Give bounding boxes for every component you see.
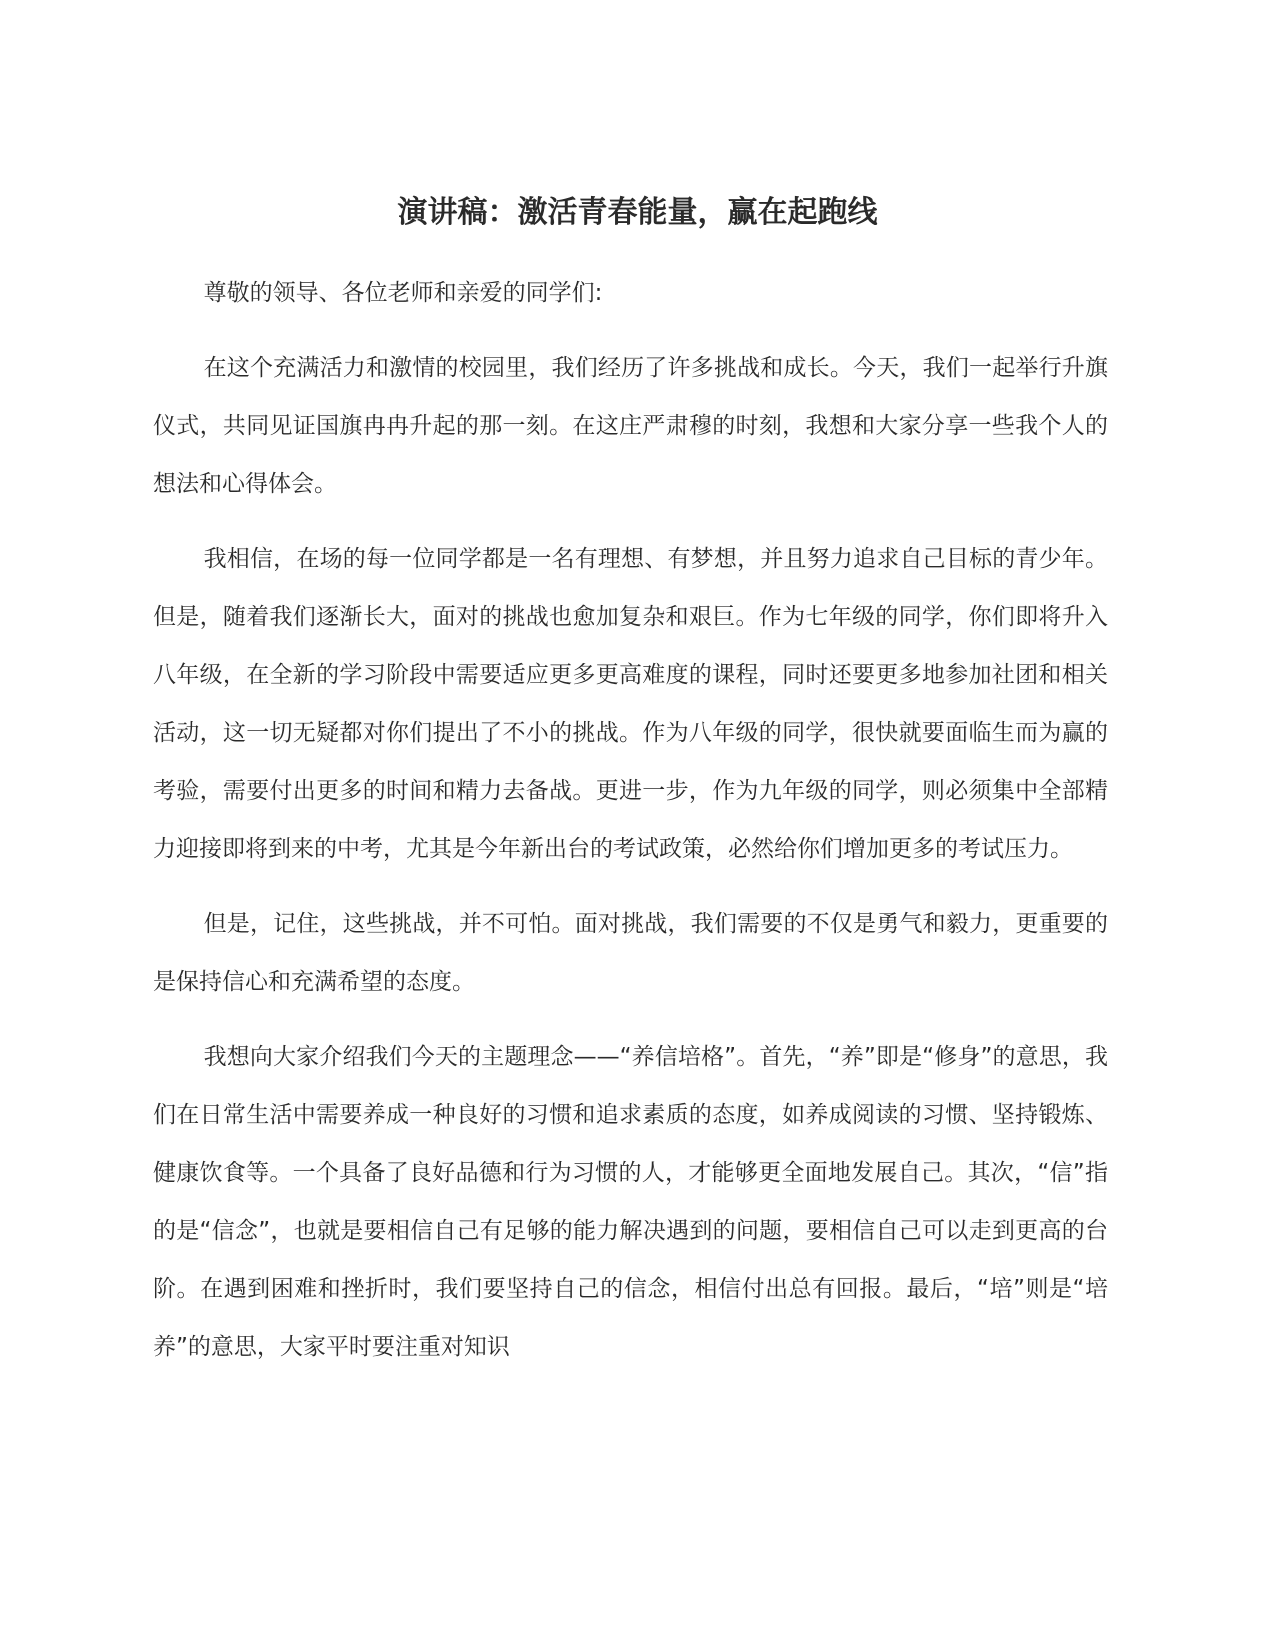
paragraph-theme: 我想向大家介绍我们今天的主题理念——“养信培格”。首先，“养”即是“修身”的意思，我们在日常生活中需要养成一种良好的习惯和追求素质的态度，如养成阅读的习惯、坚持锻炼、健康饮食等。一个具备了良好品德和行为习惯的人，才能够更全面地发展自己。其次，“信”指的是“信念”，也就是要相信自己有足够的能力解决遇到的问题，要相信自己可以走到更高的台阶。在遇到困难和挫折时，我们要坚持自己的信念，相信付出总有回报。最后，“培”则是“培养”的意思，大家平时要注重对知识 <box>153 1044 1108 1360</box>
document-title: 演讲稿：激活青春能量，赢在起跑线 <box>397 195 878 230</box>
paragraph-opening: 在这个充满活力和激情的校园里，我们经历了许多挑战和成长。今天，我们一起举行升旗仪式，共同见证国旗冉冉升起的那一刻。在这庄严肃穆的时刻，我想和大家分享一些我个人的想法和心得体会。 <box>153 355 1108 497</box>
paragraph-salutation: 尊敬的领导、各位老师和亲爱的同学们: <box>203 280 603 306</box>
paragraph-challenges: 我相信，在场的每一位同学都是一名有理想、有梦想，并且努力追求自己目标的青少年。但是，随着我们逐渐长大，面对的挑战也愈加复杂和艰巨。作为七年级的同学，你们即将升入八年级，在全新的学习阶段中需要适应更多更高难度的课程，同时还要更多地参加社团和相关活动，这一切无疑都对你们提出了不小的挑战。作为八年级的同学，很快就要面临生而为赢的考验，需要付出更多的时间和精力去备战。更进一步，作为九年级的同学，则必须集中全部精力迎接即将到来的中考，尤其是今年新出台的考试政策，必然给你们增加更多的考试压力。 <box>153 546 1108 862</box>
document-body <box>153 264 1108 1393</box>
paragraph-encouragement: 但是，记住，这些挑战，并不可怕。面对挑战，我们需要的不仅是勇气和毅力，更重要的是保持信心和充满希望的态度。 <box>153 911 1108 995</box>
